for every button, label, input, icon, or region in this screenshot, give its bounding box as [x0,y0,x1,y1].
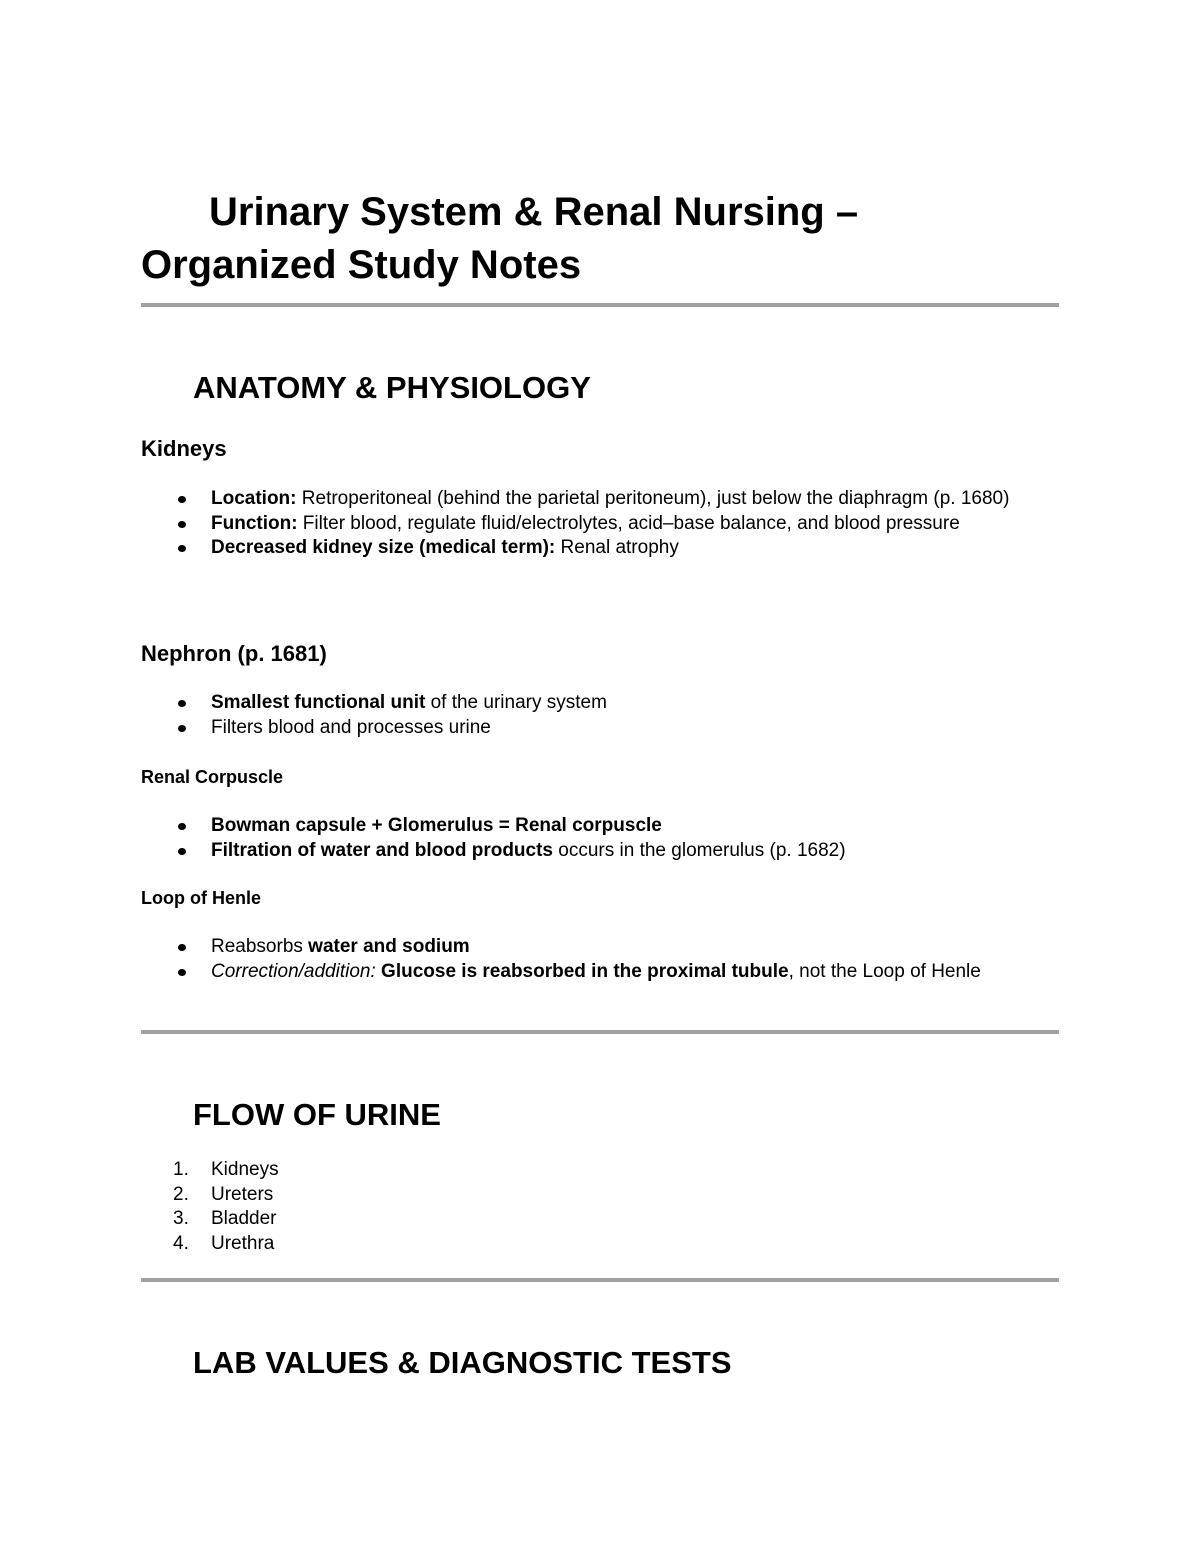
horizontal-rule [141,303,1059,307]
list-item: Function: Filter blood, regulate fluid/electrolytes, acid–base balance, and blood pressure [141,512,1059,537]
list-item: Bowman capsule + Glomerulus = Renal corpuscle [141,814,1059,839]
list-item: Decreased kidney size (medical term): Renal atrophy [141,536,1059,561]
list-item: Smallest functional unit of the urinary system [141,691,1059,716]
subheading-kidneys: Kidneys [141,436,227,461]
subheading-loop-of-henle: Loop of Henle [141,888,261,908]
document-title: Urinary System & Renal Nursing – Organized Study Notes [141,190,859,287]
list-item: 2. Ureters [173,1183,274,1205]
list-item: Reabsorbs water and sodium [141,935,1059,960]
subheading-renal-corpuscle: Renal Corpuscle [141,767,284,787]
section-heading-flow: FLOW OF URINE [193,1097,441,1132]
list-item: 1. Kidneys [173,1159,279,1180]
horizontal-rule [141,1030,1059,1034]
list-item: Location: Retroperitoneal (behind the parietal peritoneum), just below the diaphragm (p. 1680) [141,487,1059,512]
kidneys-list [141,487,1059,561]
list-item: 3. Bladder [173,1208,277,1230]
subheading-nephron: Nephron (p. 1681) [141,641,327,666]
renal-corpuscle-list [141,814,1059,863]
list-item: Filtration of water and blood products occurs in the glomerulus (p. 1682) [141,839,1059,864]
list-item: Filters blood and processes urine [141,716,1059,741]
horizontal-rule [141,1278,1059,1282]
loop-of-henle-list [141,935,1059,984]
flow-of-urine-list [141,1158,1059,1256]
section-heading-anatomy: ANATOMY & PHYSIOLOGY [193,370,591,405]
list-item: 4. Urethra [173,1232,275,1254]
section-heading-labs: LAB VALUES & DIAGNOSTIC TESTS [193,1345,732,1380]
list-item: Correction/addition: Glucose is reabsorbed in the proximal tubule, not the Loop of Henle [141,960,1059,985]
nephron-list [141,691,1059,740]
